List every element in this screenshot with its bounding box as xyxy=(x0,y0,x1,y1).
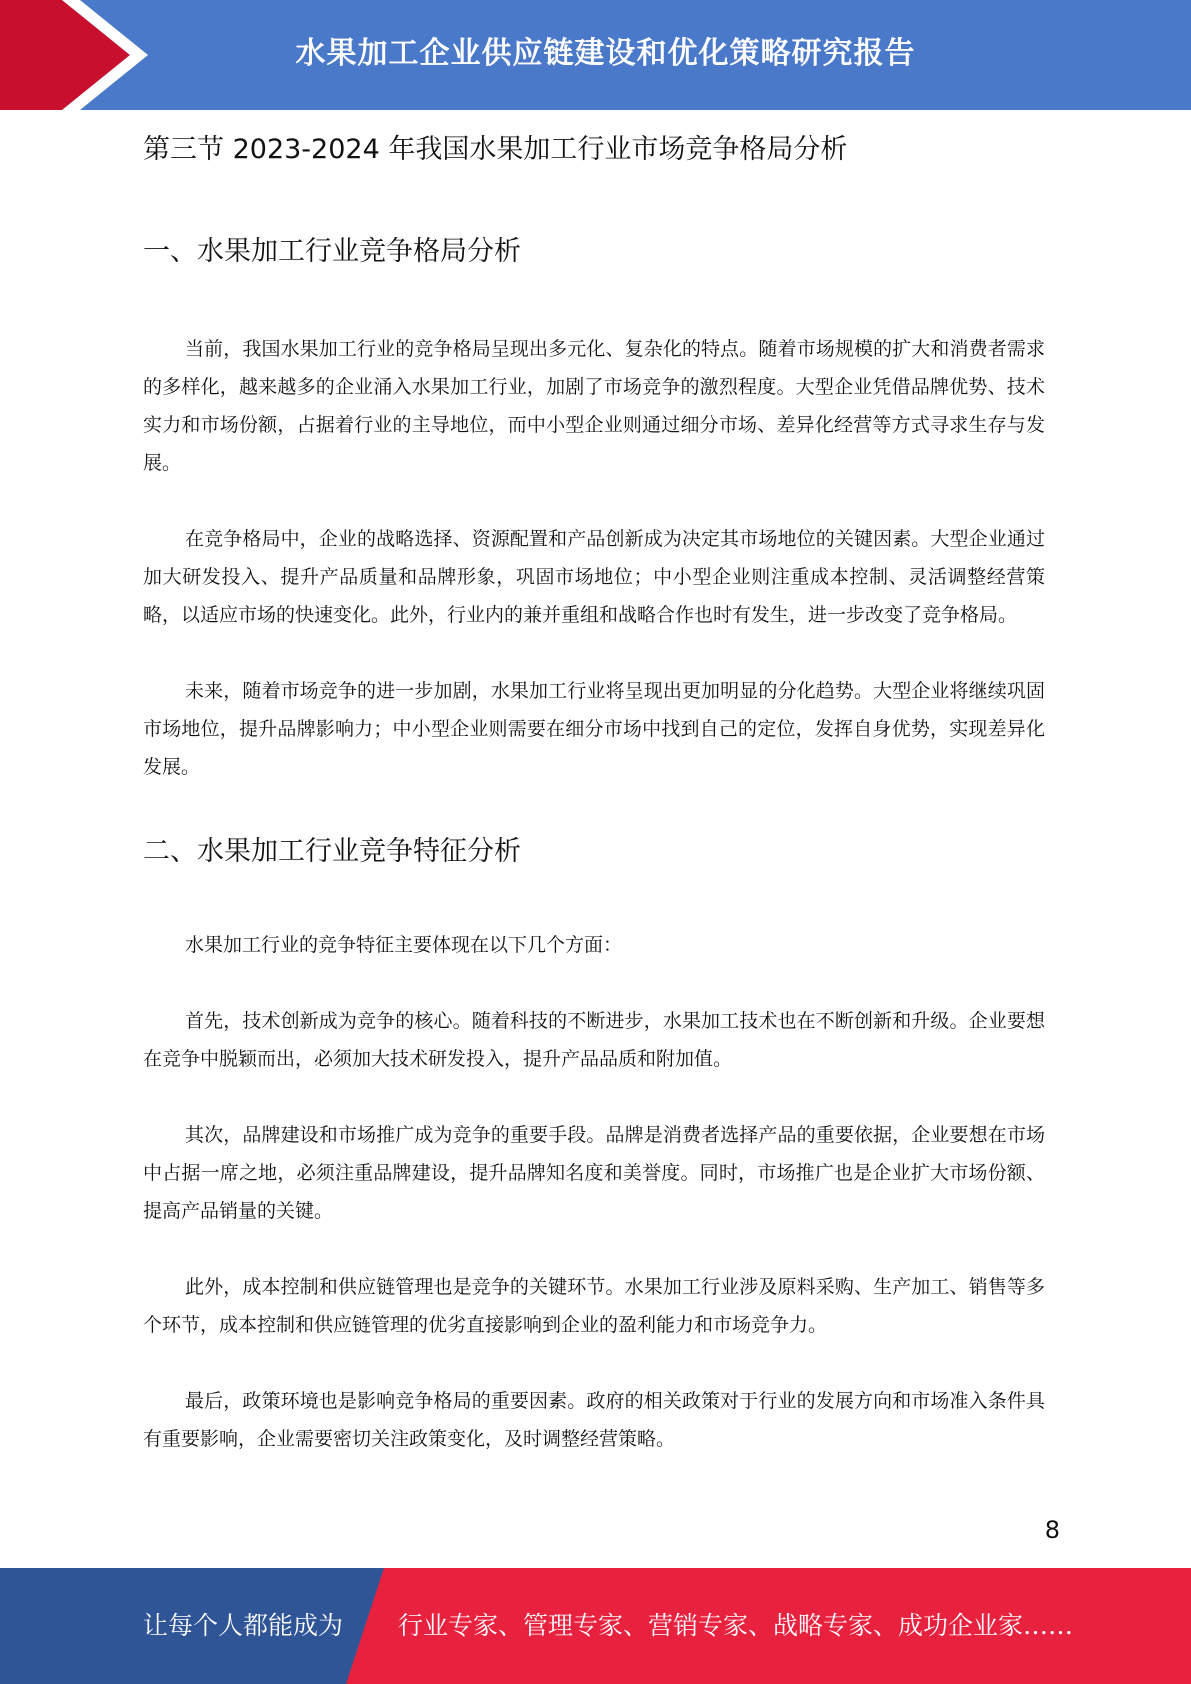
page-content xyxy=(143,128,1045,1458)
section-title: 第三节 2023-2024 年我国水果加工行业市场竞争格局分析 xyxy=(143,134,848,165)
paragraph: 水果加工行业的竞争特征主要体现在以下几个方面： xyxy=(185,934,623,956)
report-footer xyxy=(0,1568,1191,1684)
paragraph: 当前，我国水果加工行业的竞争格局呈现出多元化、复杂化的特点。随着市场规模的扩大和消费者需求的多样化，越来越多的企业涌入水果加工行业，加剧了市场竞争的激烈程度。大型企业凭借品牌优势、技术实力和市场份额，占据着行业的主导地位，而中小型企业则通过细分市场、差异化经营等方式寻求生存与发展。 xyxy=(143,338,1045,474)
paragraph: 首先，技术创新成为竞争的核心。随着科技的不断进步，水果加工技术也在不断创新和升级。企业要想在竞争中脱颖而出，必须加大技术研发投入，提升产品品质和附加值。 xyxy=(143,1010,1045,1070)
report-header xyxy=(0,0,1191,110)
paragraph: 其次，品牌建设和市场推广成为竞争的重要手段。品牌是消费者选择产品的重要依据，企业要想在市场中占据一席之地，必须注重品牌建设，提升品牌知名度和美誉度。同时，市场推广也是企业扩大市场份额、提高产品销量的关键。 xyxy=(143,1124,1045,1222)
page-number: 8 xyxy=(1044,1516,1060,1544)
report-title: 水果加工企业供应链建设和优化策略研究报告 xyxy=(295,36,916,71)
paragraph: 在竞争格局中，企业的战略选择、资源配置和产品创新成为决定其市场地位的关键因素。大型企业通过加大研发投入、提升产品质量和品牌形象，巩固市场地位；中小型企业则注重成本控制、灵活调整经营策略，以适应市场的快速变化。此外，行业内的兼并重组和战略合作也时有发生，进一步改变了竞争格局。 xyxy=(143,528,1045,626)
paragraph: 未来，随着市场竞争的进一步加剧，水果加工行业将呈现出更加明显的分化趋势。大型企业将继续巩固市场地位，提升品牌影响力；中小型企业则需要在细分市场中找到自己的定位，发挥自身优势，实现差异化发展。 xyxy=(143,680,1045,778)
footer-slogan-left: 让每个人都能成为 xyxy=(143,1611,344,1640)
footer-slogan-right: 行业专家、管理专家、营销专家、战略专家、成功企业家…… xyxy=(398,1611,1074,1640)
heading-competitive-landscape: 一、水果加工行业竞争格局分析 xyxy=(143,236,521,267)
paragraph: 最后，政策环境也是影响竞争格局的重要因素。政府的相关政策对于行业的发展方向和市场准入条件具有重要影响，企业需要密切关注政策变化，及时调整经营策略。 xyxy=(143,1390,1045,1450)
heading-competitive-features: 二、水果加工行业竞争特征分析 xyxy=(143,836,521,867)
paragraph: 此外，成本控制和供应链管理也是竞争的关键环节。水果加工行业涉及原料采购、生产加工、销售等多个环节，成本控制和供应链管理的优劣直接影响到企业的盈利能力和市场竞争力。 xyxy=(143,1276,1045,1336)
